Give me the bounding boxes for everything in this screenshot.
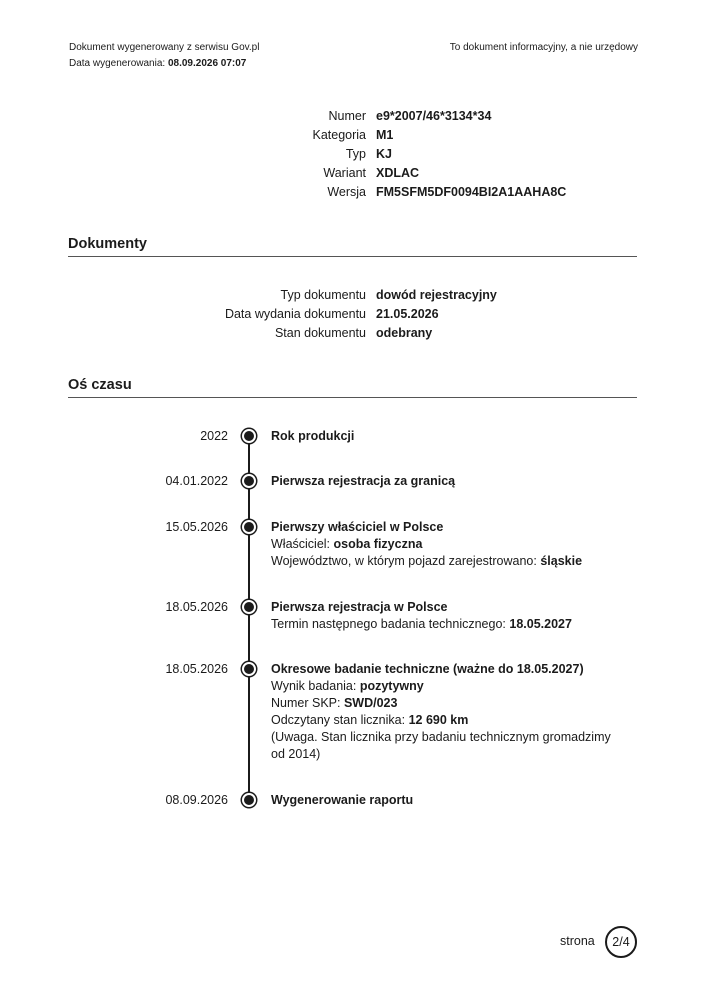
timeline-dot-icon [242, 793, 256, 807]
detail-value: osoba fizyczna [333, 537, 423, 551]
document-value: 21.05.2026 [376, 307, 439, 321]
header-generated-info [69, 40, 259, 72]
document-row [0, 324, 433, 343]
vehicle-label: Wariant [323, 166, 366, 180]
page-number: 2/4 [605, 926, 637, 958]
timeline-event-body [271, 599, 621, 633]
vehicle-row [0, 164, 420, 183]
vehicle-row [0, 107, 492, 126]
timeline-dot-icon [242, 662, 256, 676]
detail-label: Termin następnego badania technicznego: [271, 617, 510, 631]
timeline-event-title: Okresowe badanie techniczne (ważne do 18.05.2027) [271, 662, 584, 676]
timeline-event-date: 08.09.2026 [165, 793, 228, 807]
timeline-event-body [271, 473, 621, 490]
document-label: Typ dokumentu [280, 288, 366, 302]
timeline-event-note [271, 729, 621, 763]
detail-value: śląskie [540, 554, 583, 568]
timeline-event-detail [271, 553, 621, 570]
vehicle-row [0, 183, 567, 202]
detail-label: Województwo, w którym pojazd zarejestrowano: [271, 554, 541, 568]
vehicle-value: XDLAC [376, 166, 420, 180]
detail-label: (Uwaga. Stan licznika przy badaniu technicznym gromadzimy od 2014) [271, 730, 611, 761]
detail-value: 12 690 km [408, 713, 469, 727]
timeline-event-body [271, 519, 621, 570]
timeline-event-title: Pierwsza rejestracja za granicą [271, 474, 456, 488]
vehicle-label: Typ [345, 147, 366, 161]
header-generation-date [69, 56, 259, 72]
vehicle-value: e9*2007/46*3134*34 [376, 109, 492, 123]
document-label: Data wydania dokumentu [224, 307, 366, 321]
vehicle-label: Wersja [327, 185, 366, 199]
detail-label: Właściciel: [271, 537, 334, 551]
timeline-event-detail [271, 616, 621, 633]
timeline-event-detail [271, 695, 621, 712]
header-source: Dokument wygenerowany z serwisu Gov.pl [69, 42, 260, 53]
vehicle-value: FM5SFM5DF0094BI2A1AAHA8C [376, 185, 567, 199]
timeline-section-title: Oś czasu [68, 377, 637, 398]
vehicle-value: M1 [376, 128, 394, 142]
detail-value: pozytywny [359, 679, 424, 693]
document-value: odebrany [376, 326, 433, 340]
vehicle-label: Kategoria [312, 128, 366, 142]
timeline-event-body [271, 428, 621, 445]
timeline-event-title: Pierwszy właściciel w Polsce [271, 520, 444, 534]
timeline-dot-icon [242, 474, 256, 488]
timeline-event-date: 18.05.2026 [165, 662, 228, 676]
timeline-event-detail [271, 712, 621, 729]
detail-label: Wynik badania: [271, 679, 360, 693]
header-generation-date-value: 08.09.2026 07:07 [167, 58, 247, 69]
header-disclaimer: To dokument informacyjny, a nie urzędowy [449, 42, 638, 53]
timeline-dot-icon [242, 600, 256, 614]
vehicle-details [0, 107, 567, 202]
vehicle-label: Numer [328, 109, 366, 123]
document-details [0, 286, 497, 343]
vehicle-row [0, 126, 394, 145]
timeline-dot-icon [242, 429, 256, 443]
timeline-axis [248, 435, 250, 800]
vehicle-value: KJ [376, 147, 392, 161]
detail-value: SWD/023 [343, 696, 398, 710]
timeline-event-title: Rok produkcji [271, 429, 355, 443]
detail-value: 18.05.2027 [509, 617, 572, 631]
timeline-dot-icon [242, 520, 256, 534]
documents-section-title: Dokumenty [68, 236, 637, 257]
timeline-event-detail [271, 536, 621, 553]
timeline-event-title: Wygenerowanie raportu [271, 793, 414, 807]
document-row [0, 305, 439, 324]
document-value: dowód rejestracyjny [376, 288, 497, 302]
timeline-event-date: 2022 [200, 429, 228, 443]
document-label: Stan dokumentu [274, 326, 366, 340]
timeline-event-title: Pierwsza rejestracja w Polsce [271, 600, 448, 614]
timeline-event-body [271, 792, 621, 809]
vehicle-row [0, 145, 392, 164]
detail-label: Numer SKP: [271, 696, 344, 710]
timeline-event-date: 18.05.2026 [165, 600, 228, 614]
timeline-event-detail [271, 678, 621, 695]
document-row [0, 286, 497, 305]
timeline-event-date: 15.05.2026 [165, 520, 228, 534]
page-label: strona [560, 934, 595, 948]
detail-label: Odczytany stan licznika: [271, 713, 409, 727]
header-generation-date-label: Data wygenerowania: [69, 58, 168, 69]
timeline-event-body [271, 661, 621, 763]
timeline-event-date: 04.01.2022 [165, 474, 228, 488]
